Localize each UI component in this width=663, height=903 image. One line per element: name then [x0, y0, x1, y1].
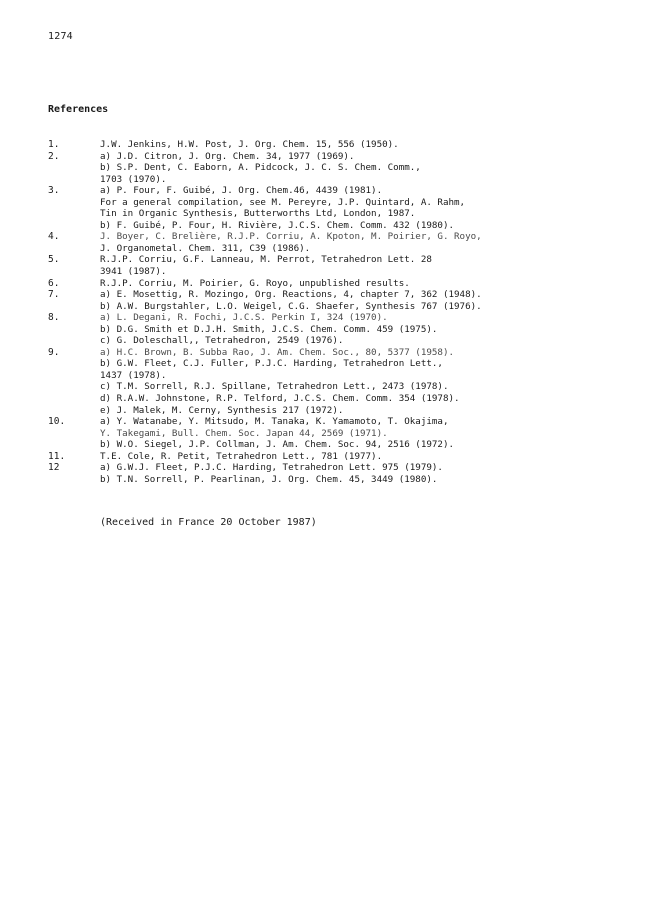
- reference-body: [100, 185, 628, 231]
- reference-line: J. Boyer, C. Brelière, R.J.P. Corriu, A. Kpoton, M. Poirier, G. Royo,: [100, 231, 482, 243]
- reference-line: c) T.M. Sorrell, R.J. Spillane, Tetrahedron Lett., 2473 (1978).: [100, 381, 449, 393]
- reference-number: 1.: [48, 139, 60, 150]
- references-heading: References: [48, 104, 109, 115]
- reference-line: a) L. Degani, R. Fochi, J.C.S. Perkin I, 324 (1970).: [100, 312, 388, 324]
- reference-number: 11.: [48, 450, 66, 462]
- reference-line: a) Y. Watanabe, Y. Mitsudo, M. Tanaka, K. Yamamoto, T. Okajima,: [100, 416, 449, 428]
- reference-item: [48, 451, 628, 463]
- received-note: (Received in France 20 October 1987): [100, 517, 317, 528]
- reference-number: 8.: [48, 312, 60, 324]
- reference-line: J.W. Jenkins, H.W. Post, J. Org. Chem. 15, 556 (1950).: [100, 139, 399, 150]
- reference-line: b) A.W. Burgstahler, L.O. Weigel, C.G. Shaefer, Synthesis 767 (1976).: [100, 300, 482, 312]
- reference-line: b) F. Guibé, P. Four, H. Rivière, J.C.S. Chem. Comm. 432 (1980).: [100, 219, 455, 231]
- reference-item: [48, 185, 628, 231]
- reference-line: a) H.C. Brown, B. Subba Rao, J. Am. Chem. Soc., 80, 5377 (1958).: [100, 346, 455, 358]
- reference-line: Y. Takegami, Bull. Chem. Soc. Japan 44, 2569 (1971).: [100, 427, 388, 439]
- reference-item: [48, 254, 628, 277]
- reference-item: [48, 347, 628, 416]
- reference-number: 5.: [48, 254, 60, 266]
- reference-line: a) G.W.J. Fleet, P.J.C. Harding, Tetrahedron Lett. 975 (1979).: [100, 462, 443, 474]
- reference-line: J. Organometal. Chem. 311, C39 (1986).: [100, 242, 311, 254]
- reference-line: 1437 (1978).: [100, 369, 167, 381]
- reference-number: 2.: [48, 150, 60, 162]
- reference-number: 4.: [48, 231, 60, 243]
- reference-line: a) P. Four, F. Guibé, J. Org. Chem.46, 4439 (1981).: [100, 185, 383, 197]
- reference-body: [100, 254, 628, 277]
- reference-line: e) J. Malek, M. Cerny, Synthesis 217 (1972).: [100, 404, 344, 416]
- reference-line: d) R.A.W. Johnstone, R.P. Telford, J.C.S. Chem. Comm. 354 (1978).: [100, 393, 460, 405]
- reference-line: b) W.O. Siegel, J.P. Collman, J. Am. Chem. Soc. 94, 2516 (1972).: [100, 439, 455, 451]
- page-number: 1274: [48, 31, 73, 42]
- reference-item: [48, 289, 628, 312]
- reference-item: [48, 151, 628, 186]
- reference-line: b) S.P. Dent, C. Eaborn, A. Pidcock, J. C. S. Chem. Comm.,: [100, 162, 421, 174]
- reference-line: b) D.G. Smith et D.J.H. Smith, J.C.S. Chem. Comm. 459 (1975).: [100, 323, 438, 335]
- reference-line: R.J.P. Corriu, G.F. Lanneau, M. Perrot, Tetrahedron Lett. 28: [100, 254, 432, 266]
- references-list: [48, 139, 628, 485]
- reference-line: 3941 (1987).: [100, 266, 167, 278]
- reference-body: [100, 278, 628, 290]
- reference-body: [100, 231, 628, 254]
- reference-body: [100, 289, 628, 312]
- reference-line: R.J.P. Corriu, M. Poirier, G. Royo, unpublished results.: [100, 277, 410, 289]
- reference-number: 9.: [48, 346, 60, 358]
- reference-line: b) G.W. Fleet, C.J. Fuller, P.J.C. Harding, Tetrahedron Lett.,: [100, 358, 443, 370]
- reference-body: [100, 416, 628, 451]
- reference-item: [48, 278, 628, 290]
- reference-body: [100, 139, 628, 151]
- reference-line: Tin in Organic Synthesis, Butterworths Ltd, London, 1987.: [100, 208, 416, 220]
- reference-body: [100, 312, 628, 347]
- reference-item: [48, 416, 628, 451]
- reference-line: c) G. Doleschall,, Tetrahedron, 2549 (1976).: [100, 335, 344, 347]
- reference-line: For a general compilation, see M. Pereyre, J.P. Quintard, A. Rahm,: [100, 196, 466, 208]
- reference-body: [100, 462, 628, 485]
- reference-number: 3.: [48, 185, 60, 197]
- reference-line: a) E. Mosettig, R. Mozingo, Org. Reactions, 4, chapter 7, 362 (1948).: [100, 289, 482, 301]
- reference-line: T.E. Cole, R. Petit, Tetrahedron Lett., 781 (1977).: [100, 450, 383, 462]
- reference-number: 6.: [48, 277, 60, 289]
- reference-number: 10.: [48, 416, 66, 428]
- reference-line: a) J.D. Citron, J. Org. Chem. 34, 1977 (1969).: [100, 150, 355, 162]
- reference-number: 12: [48, 462, 60, 474]
- reference-line: 1703 (1970).: [100, 173, 167, 185]
- reference-item: [48, 312, 628, 347]
- reference-line: b) T.N. Sorrell, P. Pearlinan, J. Org. Chem. 45, 3449 (1980).: [100, 473, 438, 485]
- reference-item: [48, 231, 628, 254]
- reference-body: [100, 151, 628, 186]
- reference-item: [48, 462, 628, 485]
- reference-body: [100, 451, 628, 463]
- reference-number: 7.: [48, 289, 60, 301]
- reference-body: [100, 347, 628, 416]
- reference-item: [48, 139, 628, 151]
